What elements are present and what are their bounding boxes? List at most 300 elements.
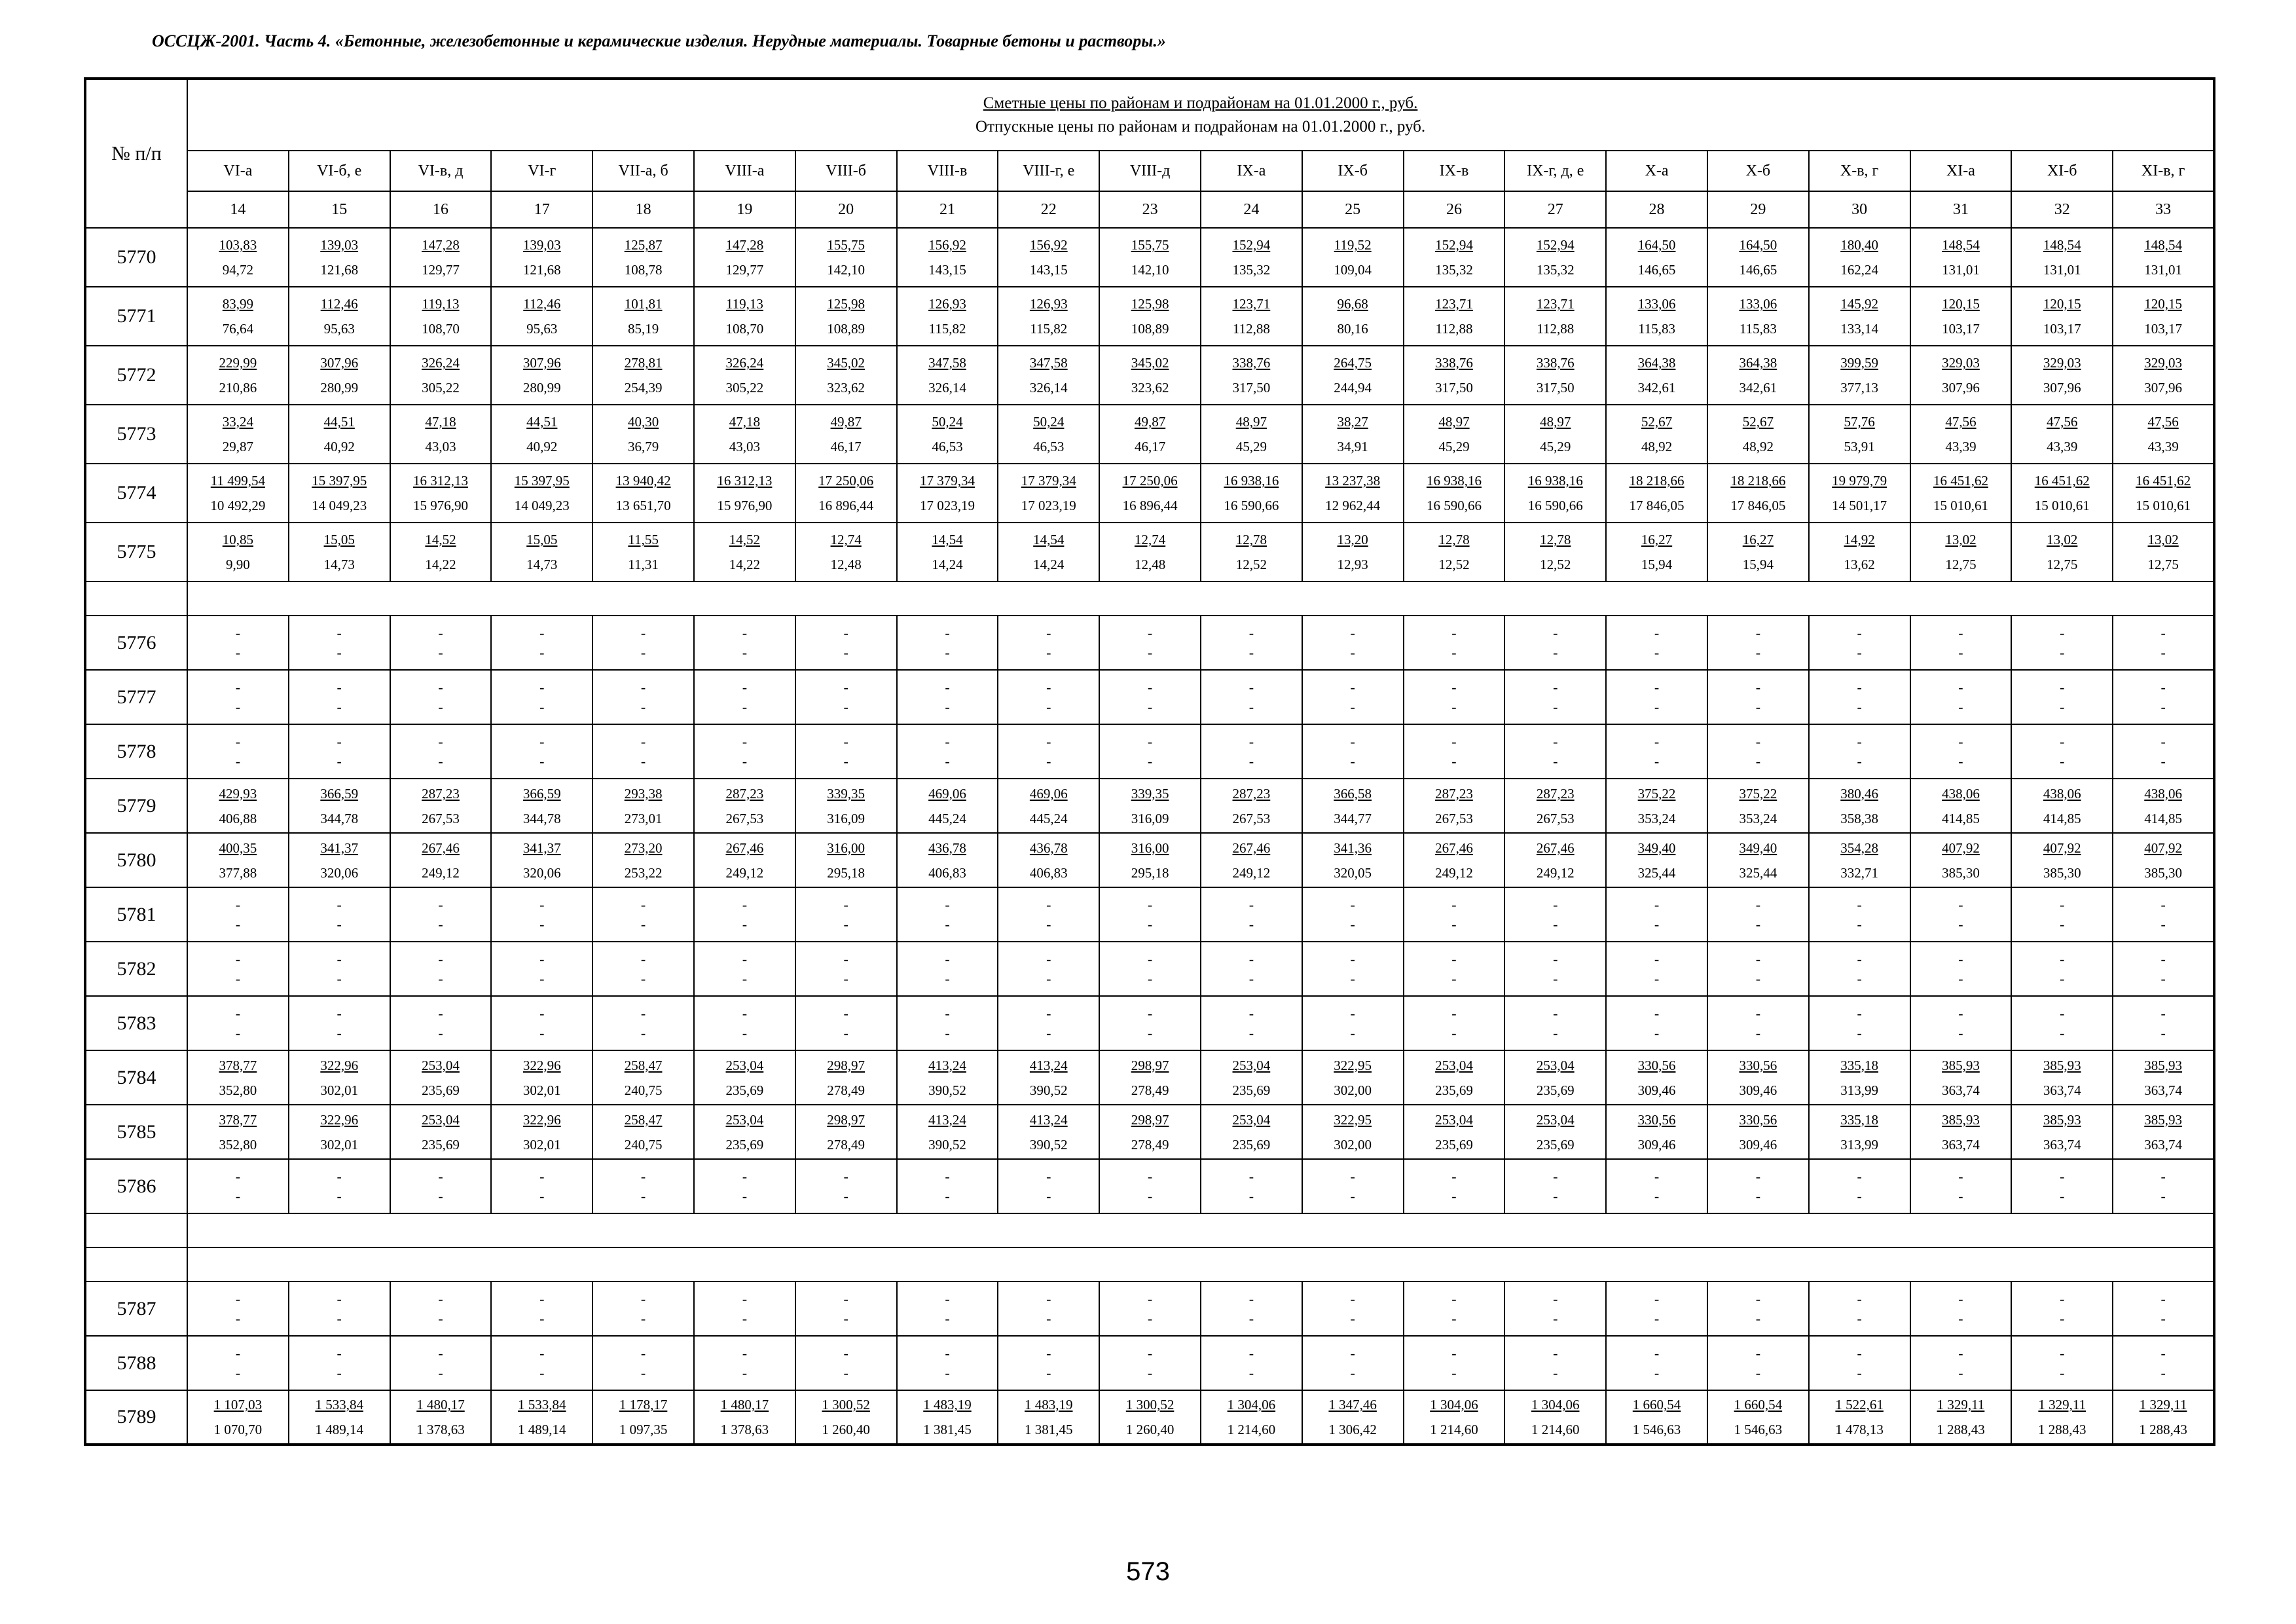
empty-price-dash: - — [1857, 896, 1862, 913]
empty-price-dash: - — [1958, 698, 1963, 715]
estimated-price: 253,04 — [422, 1111, 460, 1128]
price-cell — [390, 287, 492, 346]
estimated-price: 12,78 — [1540, 532, 1571, 547]
estimated-price: 13,02 — [2147, 532, 2179, 547]
estimated-price: 10,85 — [222, 532, 254, 547]
release-price: 95,63 — [526, 321, 558, 337]
release-price: 146,65 — [1739, 262, 1777, 278]
empty-price-dash: - — [2060, 1310, 2065, 1327]
empty-price-dash: - — [539, 698, 545, 715]
empty-price-dash: - — [235, 678, 241, 695]
region-header: VI-г — [491, 151, 592, 191]
price-cell — [998, 405, 1099, 464]
empty-price-dash: - — [945, 1344, 950, 1361]
price-cell — [1302, 942, 1404, 996]
release-price: 267,53 — [1232, 810, 1271, 826]
price-cell — [897, 405, 998, 464]
estimated-price: 380,46 — [1840, 785, 1879, 802]
estimated-price: 44,51 — [526, 414, 558, 430]
empty-price-dash: - — [1755, 1024, 1761, 1041]
row-number: 5779 — [85, 779, 187, 833]
price-cell — [998, 1390, 1099, 1445]
price-cell — [2113, 724, 2214, 779]
estimated-price: 287,23 — [1232, 785, 1271, 802]
price-cell — [187, 670, 289, 724]
release-price: 325,44 — [1739, 864, 1777, 881]
empty-price-dash: - — [1046, 1024, 1051, 1041]
empty-price-dash: - — [337, 1024, 342, 1041]
empty-price-dash: - — [843, 1344, 848, 1361]
price-cell — [2113, 942, 2214, 996]
empty-price-dash: - — [1958, 1310, 1963, 1327]
empty-price-dash: - — [1857, 1168, 1862, 1185]
estimated-price: 436,78 — [1029, 840, 1068, 856]
release-price: 80,16 — [1337, 321, 1368, 337]
empty-price-dash: - — [1857, 733, 1862, 750]
estimated-price: 96,68 — [1337, 296, 1368, 312]
empty-price-dash: - — [1046, 624, 1051, 641]
empty-price-dash: - — [945, 678, 950, 695]
empty-price-dash: - — [1451, 1168, 1457, 1185]
price-cell — [1809, 1282, 1910, 1336]
release-price: 45,29 — [1235, 439, 1267, 454]
empty-price-dash: - — [843, 1005, 848, 1022]
empty-price-dash: - — [945, 950, 950, 967]
release-price: 323,62 — [827, 380, 866, 396]
price-cell — [187, 346, 289, 405]
empty-price-dash: - — [1553, 1344, 1558, 1361]
empty-price-dash: - — [742, 1290, 748, 1307]
price-cell — [1606, 616, 1707, 670]
empty-price-dash: - — [1248, 915, 1254, 932]
price-cell — [897, 1282, 998, 1336]
empty-price-dash: - — [438, 644, 443, 661]
price-cell — [1302, 405, 1404, 464]
estimated-price: 364,38 — [1637, 355, 1676, 371]
column-number: 28 — [1606, 191, 1707, 228]
release-price: 210,86 — [219, 380, 257, 396]
estimated-price: 155,75 — [1131, 237, 1169, 253]
price-cell — [1809, 287, 1910, 346]
release-price: 363,74 — [1942, 1082, 1980, 1098]
release-price: 267,53 — [725, 810, 764, 826]
empty-price-dash: - — [1857, 970, 1862, 987]
empty-price-dash: - — [1755, 644, 1761, 661]
release-price: 280,99 — [522, 380, 561, 396]
empty-price-dash: - — [742, 678, 748, 695]
empty-price-dash: - — [2160, 1187, 2166, 1204]
price-cell — [897, 670, 998, 724]
release-price: 235,69 — [725, 1136, 764, 1153]
release-price: 112,88 — [1232, 321, 1270, 337]
price-cell — [1302, 1336, 1404, 1390]
release-price: 302,00 — [1334, 1136, 1372, 1153]
price-cell — [390, 346, 492, 405]
price-cell — [1302, 670, 1404, 724]
empty-price-dash: - — [337, 950, 342, 967]
release-price: 143,15 — [1029, 262, 1068, 278]
estimated-price: 19 979,79 — [1832, 473, 1887, 489]
price-cell — [1910, 616, 2012, 670]
estimated-price: 469,06 — [928, 785, 966, 802]
release-price: 76,64 — [222, 321, 254, 337]
empty-price-dash: - — [1755, 915, 1761, 932]
price-cell — [2113, 228, 2214, 287]
column-number-row — [85, 191, 2214, 228]
empty-price-dash: - — [843, 896, 848, 913]
estimated-price: 152,94 — [1435, 237, 1473, 253]
price-cell — [2011, 942, 2113, 996]
estimated-price: 287,23 — [1435, 785, 1473, 802]
estimated-price: 12,78 — [1438, 532, 1470, 547]
region-header: IX-а — [1201, 151, 1302, 191]
price-cell — [187, 1282, 289, 1336]
empty-price-dash: - — [1553, 733, 1558, 750]
release-price: 12,52 — [1235, 557, 1267, 572]
price-cell — [1707, 523, 1809, 581]
release-price: 43,39 — [2147, 439, 2179, 454]
empty-price-dash: - — [1958, 915, 1963, 932]
price-cell — [1302, 464, 1404, 523]
empty-price-dash: - — [337, 644, 342, 661]
release-price: 317,50 — [1232, 380, 1271, 396]
empty-price-dash: - — [2160, 1364, 2166, 1381]
empty-price-dash: - — [640, 678, 646, 695]
price-cell — [998, 346, 1099, 405]
empty-price-dash: - — [843, 698, 848, 715]
price-cell — [187, 1336, 289, 1390]
estimated-price: 49,87 — [830, 414, 862, 430]
price-cell — [1504, 1050, 1606, 1105]
estimated-price: 16 451,62 — [1933, 473, 1988, 489]
estimated-price: 164,50 — [1637, 237, 1676, 253]
price-cell — [1504, 1105, 1606, 1159]
price-cell — [390, 670, 492, 724]
price-cell — [1302, 616, 1404, 670]
price-cell — [1504, 464, 1606, 523]
empty-price-dash: - — [2060, 624, 2065, 641]
price-cell — [592, 779, 694, 833]
empty-price-dash: - — [1248, 678, 1254, 695]
price-cell — [1910, 1336, 2012, 1390]
table-row — [85, 228, 2214, 287]
empty-price-dash: - — [1046, 678, 1051, 695]
empty-price-dash: - — [1654, 752, 1660, 769]
empty-price-dash: - — [742, 915, 748, 932]
estimated-price: 335,18 — [1840, 1111, 1879, 1128]
empty-price-dash: - — [1553, 1310, 1558, 1327]
empty-price-dash: - — [1147, 1024, 1153, 1041]
release-price: 390,52 — [1029, 1136, 1068, 1153]
release-price: 43,03 — [729, 439, 760, 454]
release-price: 46,53 — [1033, 439, 1065, 454]
empty-price-dash: - — [640, 752, 646, 769]
section-separator-row — [85, 1213, 2214, 1247]
price-cell — [289, 1050, 390, 1105]
empty-price-dash: - — [1248, 896, 1254, 913]
price-cell — [795, 464, 897, 523]
empty-price-dash: - — [1147, 1005, 1153, 1022]
empty-price-dash: - — [1553, 1168, 1558, 1185]
price-cell — [998, 1282, 1099, 1336]
empty-price-dash: - — [843, 1187, 848, 1204]
empty-price-dash: - — [1755, 896, 1761, 913]
price-cell — [187, 1390, 289, 1445]
estimated-price: 52,67 — [1641, 414, 1673, 430]
empty-price-dash: - — [1147, 896, 1153, 913]
empty-price-dash: - — [1958, 678, 1963, 695]
price-cell — [1504, 616, 1606, 670]
empty-price-dash: - — [1451, 644, 1457, 661]
estimated-price: 33,24 — [222, 414, 254, 430]
release-price: 10 492,29 — [210, 498, 266, 513]
empty-price-dash: - — [2160, 1168, 2166, 1185]
release-price: 363,74 — [2144, 1136, 2182, 1153]
price-cell — [1504, 1336, 1606, 1390]
row-number: 5776 — [85, 616, 187, 670]
price-cell — [592, 996, 694, 1050]
empty-price-dash: - — [742, 1168, 748, 1185]
price-cell — [795, 887, 897, 942]
price-cell — [1910, 1282, 2012, 1336]
price-cell — [694, 670, 795, 724]
price-cell — [1404, 1282, 1505, 1336]
empty-price-dash: - — [539, 644, 545, 661]
price-cell — [1606, 779, 1707, 833]
price-cell — [1606, 1390, 1707, 1445]
estimated-price: 16 938,16 — [1426, 473, 1482, 489]
empty-price-dash: - — [1857, 644, 1862, 661]
column-number: 25 — [1302, 191, 1404, 228]
release-price: 46,53 — [932, 439, 963, 454]
price-cell — [592, 1390, 694, 1445]
estimated-price: 364,38 — [1739, 355, 1777, 371]
release-price: 363,74 — [2144, 1082, 2182, 1098]
price-cell — [1606, 887, 1707, 942]
empty-price-dash: - — [843, 624, 848, 641]
empty-price-dash: - — [337, 970, 342, 987]
empty-price-dash: - — [1147, 1344, 1153, 1361]
release-price: 115,82 — [928, 321, 966, 337]
estimated-price: 400,35 — [219, 840, 257, 856]
empty-price-dash: - — [1755, 1310, 1761, 1327]
release-price: 249,12 — [1232, 864, 1271, 881]
release-price: 273,01 — [624, 810, 663, 826]
empty-price-dash: - — [1654, 644, 1660, 661]
page-number: 573 — [1126, 1557, 1170, 1586]
estimated-price: 258,47 — [624, 1111, 663, 1128]
empty-price-dash: - — [742, 733, 748, 750]
price-cell — [1809, 670, 1910, 724]
price-cell — [2011, 523, 2113, 581]
empty-price-dash: - — [539, 624, 545, 641]
price-cell — [592, 833, 694, 887]
release-price: 363,74 — [2043, 1136, 2081, 1153]
price-cell — [1809, 1336, 1910, 1390]
empty-price-dash: - — [1451, 1310, 1457, 1327]
estimated-price: 335,18 — [1840, 1057, 1879, 1073]
estimated-price: 123,71 — [1536, 296, 1575, 312]
empty-price-dash: - — [1553, 950, 1558, 967]
estimated-price: 14,92 — [1844, 532, 1875, 547]
estimated-price: 307,96 — [522, 355, 561, 371]
column-number: 14 — [187, 191, 289, 228]
release-price: 320,06 — [522, 864, 561, 881]
price-cell — [1707, 616, 1809, 670]
price-cell — [289, 887, 390, 942]
price-cell — [1504, 405, 1606, 464]
estimated-price: 429,93 — [219, 785, 257, 802]
price-cell — [491, 464, 592, 523]
price-cell — [1809, 996, 1910, 1050]
empty-price-dash: - — [2060, 678, 2065, 695]
region-header: VIII-г, е — [998, 151, 1099, 191]
empty-price-dash: - — [2060, 915, 2065, 932]
empty-price-dash: - — [539, 970, 545, 987]
price-cell — [1504, 887, 1606, 942]
estimated-price: 147,28 — [422, 237, 460, 253]
empty-price-dash: - — [1958, 1290, 1963, 1307]
empty-price-dash: - — [945, 896, 950, 913]
estimated-price: 338,76 — [1232, 355, 1271, 371]
estimated-price: 385,93 — [1942, 1057, 1980, 1073]
release-price: 45,29 — [1540, 439, 1571, 454]
price-cell — [897, 779, 998, 833]
release-price: 14 049,23 — [514, 498, 570, 513]
price-cell — [897, 1159, 998, 1213]
table-row — [85, 1282, 2214, 1336]
estimated-price: 13 940,42 — [615, 473, 671, 489]
price-cell — [1404, 670, 1505, 724]
release-price: 235,69 — [1232, 1136, 1271, 1153]
section-separator-row — [85, 1247, 2214, 1282]
empty-price-dash: - — [1958, 1344, 1963, 1361]
estimated-price: 329,03 — [2144, 355, 2182, 371]
empty-price-dash: - — [2160, 624, 2166, 641]
empty-price-dash: - — [640, 1024, 646, 1041]
empty-price-dash: - — [539, 1344, 545, 1361]
estimated-price: 407,92 — [2043, 840, 2081, 856]
table-row — [85, 1390, 2214, 1445]
separator-cell — [85, 1213, 187, 1247]
empty-price-dash: - — [539, 678, 545, 695]
column-number: 26 — [1404, 191, 1505, 228]
price-cell — [1201, 523, 1302, 581]
price-cell — [1201, 464, 1302, 523]
price-cell — [1707, 287, 1809, 346]
empty-price-dash: - — [1046, 1310, 1051, 1327]
table-row — [85, 724, 2214, 779]
empty-price-dash: - — [1857, 698, 1862, 715]
price-cell — [1910, 1050, 2012, 1105]
price-cell — [1504, 996, 1606, 1050]
price-cell — [491, 1050, 592, 1105]
estimated-price: 385,93 — [2043, 1057, 2081, 1073]
price-cell — [491, 616, 592, 670]
empty-price-dash: - — [539, 1168, 545, 1185]
price-cell — [694, 228, 795, 287]
region-header: XI-а — [1910, 151, 2012, 191]
estimated-price: 322,95 — [1334, 1057, 1372, 1073]
estimated-price: 338,76 — [1435, 355, 1473, 371]
empty-price-dash: - — [1248, 1024, 1254, 1041]
empty-price-dash: - — [2160, 970, 2166, 987]
release-price: 14,24 — [932, 557, 963, 572]
estimated-price: 316,00 — [827, 840, 866, 856]
price-cell — [1201, 346, 1302, 405]
column-number: 31 — [1910, 191, 2012, 228]
empty-price-dash: - — [337, 624, 342, 641]
empty-price-dash: - — [1958, 896, 1963, 913]
release-price: 344,77 — [1334, 810, 1372, 826]
price-cell — [1404, 724, 1505, 779]
empty-price-dash: - — [1147, 915, 1153, 932]
empty-price-dash: - — [337, 698, 342, 715]
price-cell — [1504, 523, 1606, 581]
column-number: 24 — [1201, 191, 1302, 228]
empty-price-dash: - — [1857, 1024, 1862, 1041]
empty-price-dash: - — [742, 1187, 748, 1204]
empty-price-dash: - — [945, 1290, 950, 1307]
price-cell — [1910, 464, 2012, 523]
price-cell — [694, 346, 795, 405]
price-cell — [592, 1105, 694, 1159]
price-cell — [390, 464, 492, 523]
price-cell — [1404, 405, 1505, 464]
row-number: 5775 — [85, 523, 187, 581]
price-cell — [1504, 1390, 1606, 1445]
release-price: 249,12 — [725, 864, 764, 881]
empty-price-dash: - — [2060, 970, 2065, 987]
price-cell — [1201, 405, 1302, 464]
region-header: VIII-д — [1099, 151, 1201, 191]
estimated-price: 253,04 — [422, 1057, 460, 1073]
release-price: 253,22 — [624, 864, 663, 881]
empty-price-dash: - — [438, 1310, 443, 1327]
price-cell — [694, 887, 795, 942]
estimated-price: 349,40 — [1637, 840, 1676, 856]
release-price: 13,62 — [1844, 557, 1875, 572]
empty-price-dash: - — [1350, 698, 1355, 715]
estimated-price: 147,28 — [725, 237, 764, 253]
estimated-price: 253,04 — [1232, 1111, 1271, 1128]
release-price: 46,17 — [830, 439, 862, 454]
release-price: 40,92 — [526, 439, 558, 454]
empty-price-dash: - — [1046, 970, 1051, 987]
column-number: 23 — [1099, 191, 1201, 228]
price-cell — [897, 887, 998, 942]
price-cell — [1404, 346, 1505, 405]
empty-price-dash: - — [1958, 1364, 1963, 1381]
price-cell — [187, 616, 289, 670]
price-cell — [998, 996, 1099, 1050]
price-cell — [897, 464, 998, 523]
price-cell — [694, 523, 795, 581]
document-header: ОССЦЖ-2001. Часть 4. «Бетонные, железобетонные и керамические изделия. Нерудные материалы. Товарные бетоны и растворы.» — [152, 31, 1166, 50]
estimated-price: 125,98 — [827, 296, 866, 312]
empty-price-dash: - — [843, 1290, 848, 1307]
table-row — [85, 670, 2214, 724]
price-cell — [897, 724, 998, 779]
estimated-price: 329,03 — [1942, 355, 1980, 371]
price-cell — [1404, 464, 1505, 523]
estimated-price: 119,13 — [422, 296, 460, 312]
empty-price-dash: - — [539, 896, 545, 913]
release-price: 12,93 — [1337, 557, 1368, 572]
price-cell — [998, 670, 1099, 724]
estimated-price: 258,47 — [624, 1057, 663, 1073]
release-price: 414,85 — [2043, 810, 2081, 826]
